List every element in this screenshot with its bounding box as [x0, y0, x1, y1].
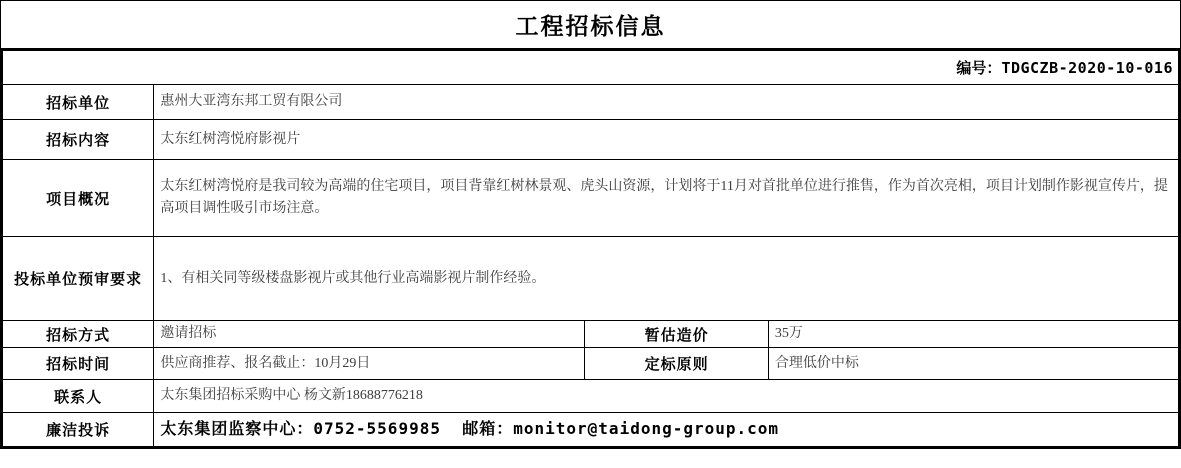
bidding-content-label: 招标内容 — [2, 120, 154, 160]
project-overview-value: 太东红树湾悦府是我司较为高端的住宅项目，项目背靠红树林景观、虎头山资源，计划将于11月对首批单位进行推售，作为首次亮相，项目计划制作影视宣传片，提高项目调性吸引市场注意。 — [154, 160, 1180, 237]
bidding-content-value: 太东红树湾悦府影视片 — [154, 120, 1180, 160]
award-principle-label: 定标原则 — [585, 348, 768, 380]
table-row-project-overview — [2, 160, 1180, 237]
estimated-cost-value: 35万 — [768, 321, 1179, 348]
table-row-prequalification — [2, 237, 1180, 321]
bidding-time-value: 供应商推荐、报名截止：10月29日 — [154, 348, 585, 380]
project-overview-label: 项目概况 — [2, 160, 154, 237]
bidding-info-table — [0, 48, 1181, 449]
table-row-bidding-method — [2, 321, 1180, 348]
bidding-time-label: 招标时间 — [2, 348, 154, 380]
table-row-contact — [2, 380, 1180, 413]
prequalification-value: 1、有相关同等级楼盘影视片或其他行业高端影视片制作经验。 — [154, 237, 1180, 321]
award-principle-value: 合理低价中标 — [768, 348, 1179, 380]
table-row-bidding-content — [2, 120, 1180, 160]
title-box — [0, 0, 1181, 48]
table-row-integrity-complaint — [2, 413, 1180, 448]
bidding-unit-label: 招标单位 — [2, 85, 154, 120]
bidding-method-label: 招标方式 — [2, 321, 154, 348]
code-label: 编号： — [956, 60, 1002, 77]
integrity-complaint-label: 廉洁投诉 — [2, 413, 154, 448]
page-title: 工程招标信息 — [515, 14, 666, 39]
code-value: TDGCZB-2020-10-016 — [1001, 59, 1173, 77]
estimated-cost-label: 暂估造价 — [585, 321, 768, 348]
code-cell — [2, 50, 1180, 85]
table-row-bidding-time — [2, 348, 1180, 380]
bidding-method-value: 邀请招标 — [154, 321, 585, 348]
integrity-complaint-value: 太东集团监察中心：0752-5569985 邮箱：monitor@taidong-group.com — [154, 413, 1180, 448]
bidding-unit-value: 惠州大亚湾东邦工贸有限公司 — [154, 85, 1180, 120]
table-row-code — [2, 50, 1180, 85]
table-row-bidding-unit — [2, 85, 1180, 120]
prequalification-label: 投标单位预审要求 — [2, 237, 154, 321]
contact-value: 太东集团招标采购中心 杨文新18688776218 — [154, 380, 1180, 413]
contact-label: 联系人 — [2, 380, 154, 413]
